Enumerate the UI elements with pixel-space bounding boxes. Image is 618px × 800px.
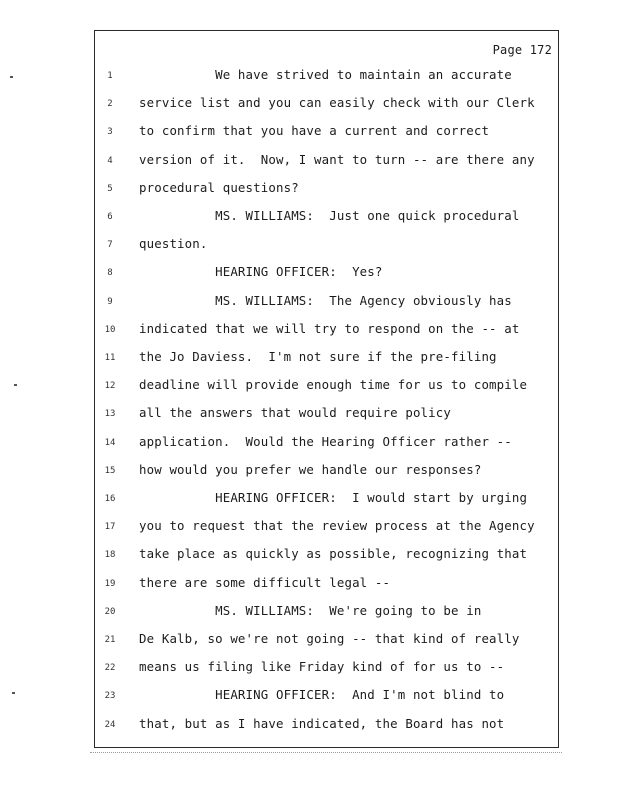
line-number: 11 [104,353,116,363]
transcript-page [94,30,559,748]
line-number: 13 [104,409,116,420]
transcript-line [95,264,558,284]
transcript-line [95,349,558,369]
line-text: you to request that the review process at the Agency [139,518,535,534]
line-text: means us filing like Friday kind of for us to -- [139,659,505,675]
transcript-line [95,716,558,736]
transcript-line [95,687,558,707]
line-text: that, but as I have indicated, the Board has not [139,715,505,731]
line-number: 4 [107,155,113,166]
transcript-line [95,603,558,623]
transcript-line [95,659,558,679]
line-text: HEARING OFFICER: I would start by urging [139,490,528,505]
scan-speck [14,384,17,386]
line-number: 17 [104,522,116,533]
line-text: how would you prefer we handle our responses? [139,461,482,477]
transcript-line [95,518,558,538]
line-number: 20 [104,606,116,617]
transcript-line [95,293,558,313]
line-text: the Jo Daviess. I'm not sure if the pre-filing [139,349,497,364]
line-text: all the answers that would require policy [139,405,452,421]
transcript-line [95,377,558,397]
line-number: 6 [107,212,113,222]
transcript-line [95,490,558,510]
line-number: 8 [107,268,113,279]
line-number: 19 [104,578,116,589]
line-text: take place as quickly as possible, recognizing that [139,546,528,562]
transcript-line [95,405,558,425]
line-number: 14 [104,437,116,448]
line-number: 1 [107,71,113,81]
line-number: 23 [104,691,116,702]
line-number: 10 [104,324,116,335]
transcript-line [95,152,558,172]
line-text: procedural questions? [139,179,299,195]
line-text: We have strived to maintain an accurate [139,67,512,82]
scan-speck [10,76,13,78]
transcript-line [95,575,558,595]
transcript-lines [95,31,558,747]
transcript-line [95,631,558,651]
transcript-line [95,67,558,87]
line-number: 5 [107,183,113,194]
line-number: 3 [107,127,113,138]
transcript-line [95,208,558,228]
line-text: De Kalb, so we're not going -- that kind of really [139,631,520,646]
transcript-line [95,434,558,454]
line-number: 7 [107,240,113,251]
line-text: question. [139,236,208,252]
line-number: 22 [104,663,116,674]
line-number: 21 [104,635,116,645]
line-text: there are some difficult legal -- [139,574,391,590]
line-text: to confirm that you have a current and correct [139,123,490,139]
line-text: MS. WILLIAMS: The Agency obviously has [139,292,512,308]
transcript-line [95,95,558,115]
transcript-line [95,546,558,566]
line-text: indicated that we will try to respond on the -- at [139,320,520,336]
line-number: 18 [104,550,116,561]
line-number: 15 [104,465,116,476]
line-text: MS. WILLIAMS: Just one quick procedural [139,208,520,223]
line-text: service list and you can easily check with our Clerk [139,95,535,111]
line-number: 2 [107,99,113,110]
transcript-line [95,321,558,341]
line-text: version of it. Now, I want to turn -- are there any [139,151,535,167]
page-number: Page 172 [492,43,552,57]
transcript-line [95,180,558,200]
line-text: HEARING OFFICER: And I'm not blind to [139,687,505,703]
line-number: 9 [107,296,113,307]
transcript-line [95,236,558,256]
line-number: 12 [104,381,116,392]
line-text: MS. WILLIAMS: We're going to be in [139,602,482,618]
line-number: 16 [104,494,116,504]
transcript-line [95,123,558,143]
line-text: application. Would the Hearing Officer rather -- [139,433,512,449]
scan-speck [12,692,15,694]
bottom-rule [90,752,562,753]
line-text: deadline will provide enough time for us to compile [139,377,528,393]
line-text: HEARING OFFICER: Yes? [139,264,383,280]
line-number: 24 [104,719,116,730]
transcript-line [95,462,558,482]
